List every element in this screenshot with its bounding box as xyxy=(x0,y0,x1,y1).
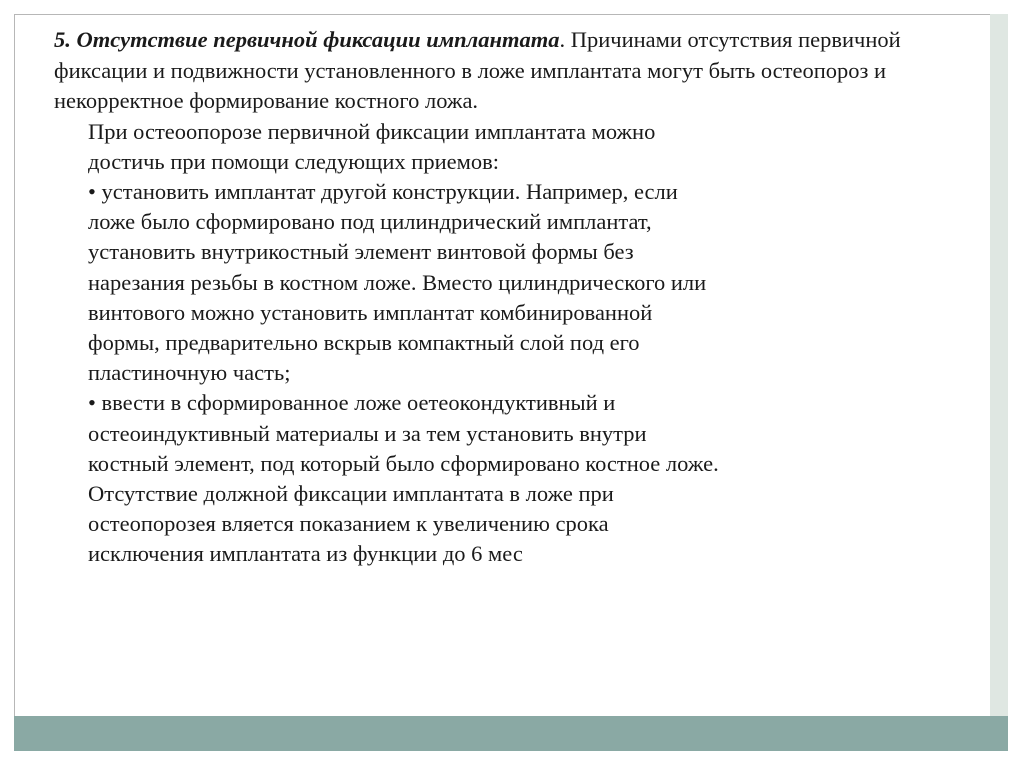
heading-rest: . Причинами отсутствия первичной фиксации и подвижности установленного в ложе имплантата могут быть остеопороз и некорректное формирование костного ложа. xyxy=(54,27,901,113)
body-text xyxy=(88,117,898,570)
body-line: костный элемент, под который было сформировано костное ложе. xyxy=(88,450,719,476)
slide-content xyxy=(54,25,984,570)
body-line: нарезания резьбы в костном ложе. Вместо цилиндрического или xyxy=(88,269,707,295)
body-line: исключения имплантата из функции до 6 мес xyxy=(88,541,523,567)
heading-lead: 5. Отсутствие первичной фиксации имплантата xyxy=(54,27,560,52)
body-line: достичь при помощи следующих приемов: xyxy=(88,148,499,174)
bullet-line: • установить имплантат другой конструкции. Например, если xyxy=(88,178,678,204)
body-line: При остеоопорозе первичной фиксации имплантата можно xyxy=(88,118,656,144)
decorative-bottom-bar xyxy=(14,716,1008,751)
body-line: формы, предварительно вскрыв компактный слой под его xyxy=(88,329,640,355)
decorative-side-bar xyxy=(990,14,1008,716)
body-line: Отсутствие должной фиксации имплантата в ложе при xyxy=(88,480,614,506)
body-line: остеопорозея вляется показанием к увеличению срока xyxy=(88,511,609,537)
heading-paragraph xyxy=(54,25,984,117)
body-line: винтового можно установить имплантат комбинированной xyxy=(88,299,653,325)
body-line: установить внутрикостный элемент винтовой формы без xyxy=(88,239,634,265)
body-line: ложе было сформировано под цилиндрический имплантат, xyxy=(88,209,652,235)
bullet-line: • ввести в сформированное ложе оетеокондуктивный и xyxy=(88,390,616,416)
body-line: пластиночную часть; xyxy=(88,360,291,386)
body-line: остеоиндуктивный материалы и за тем установить внутри xyxy=(88,420,647,446)
